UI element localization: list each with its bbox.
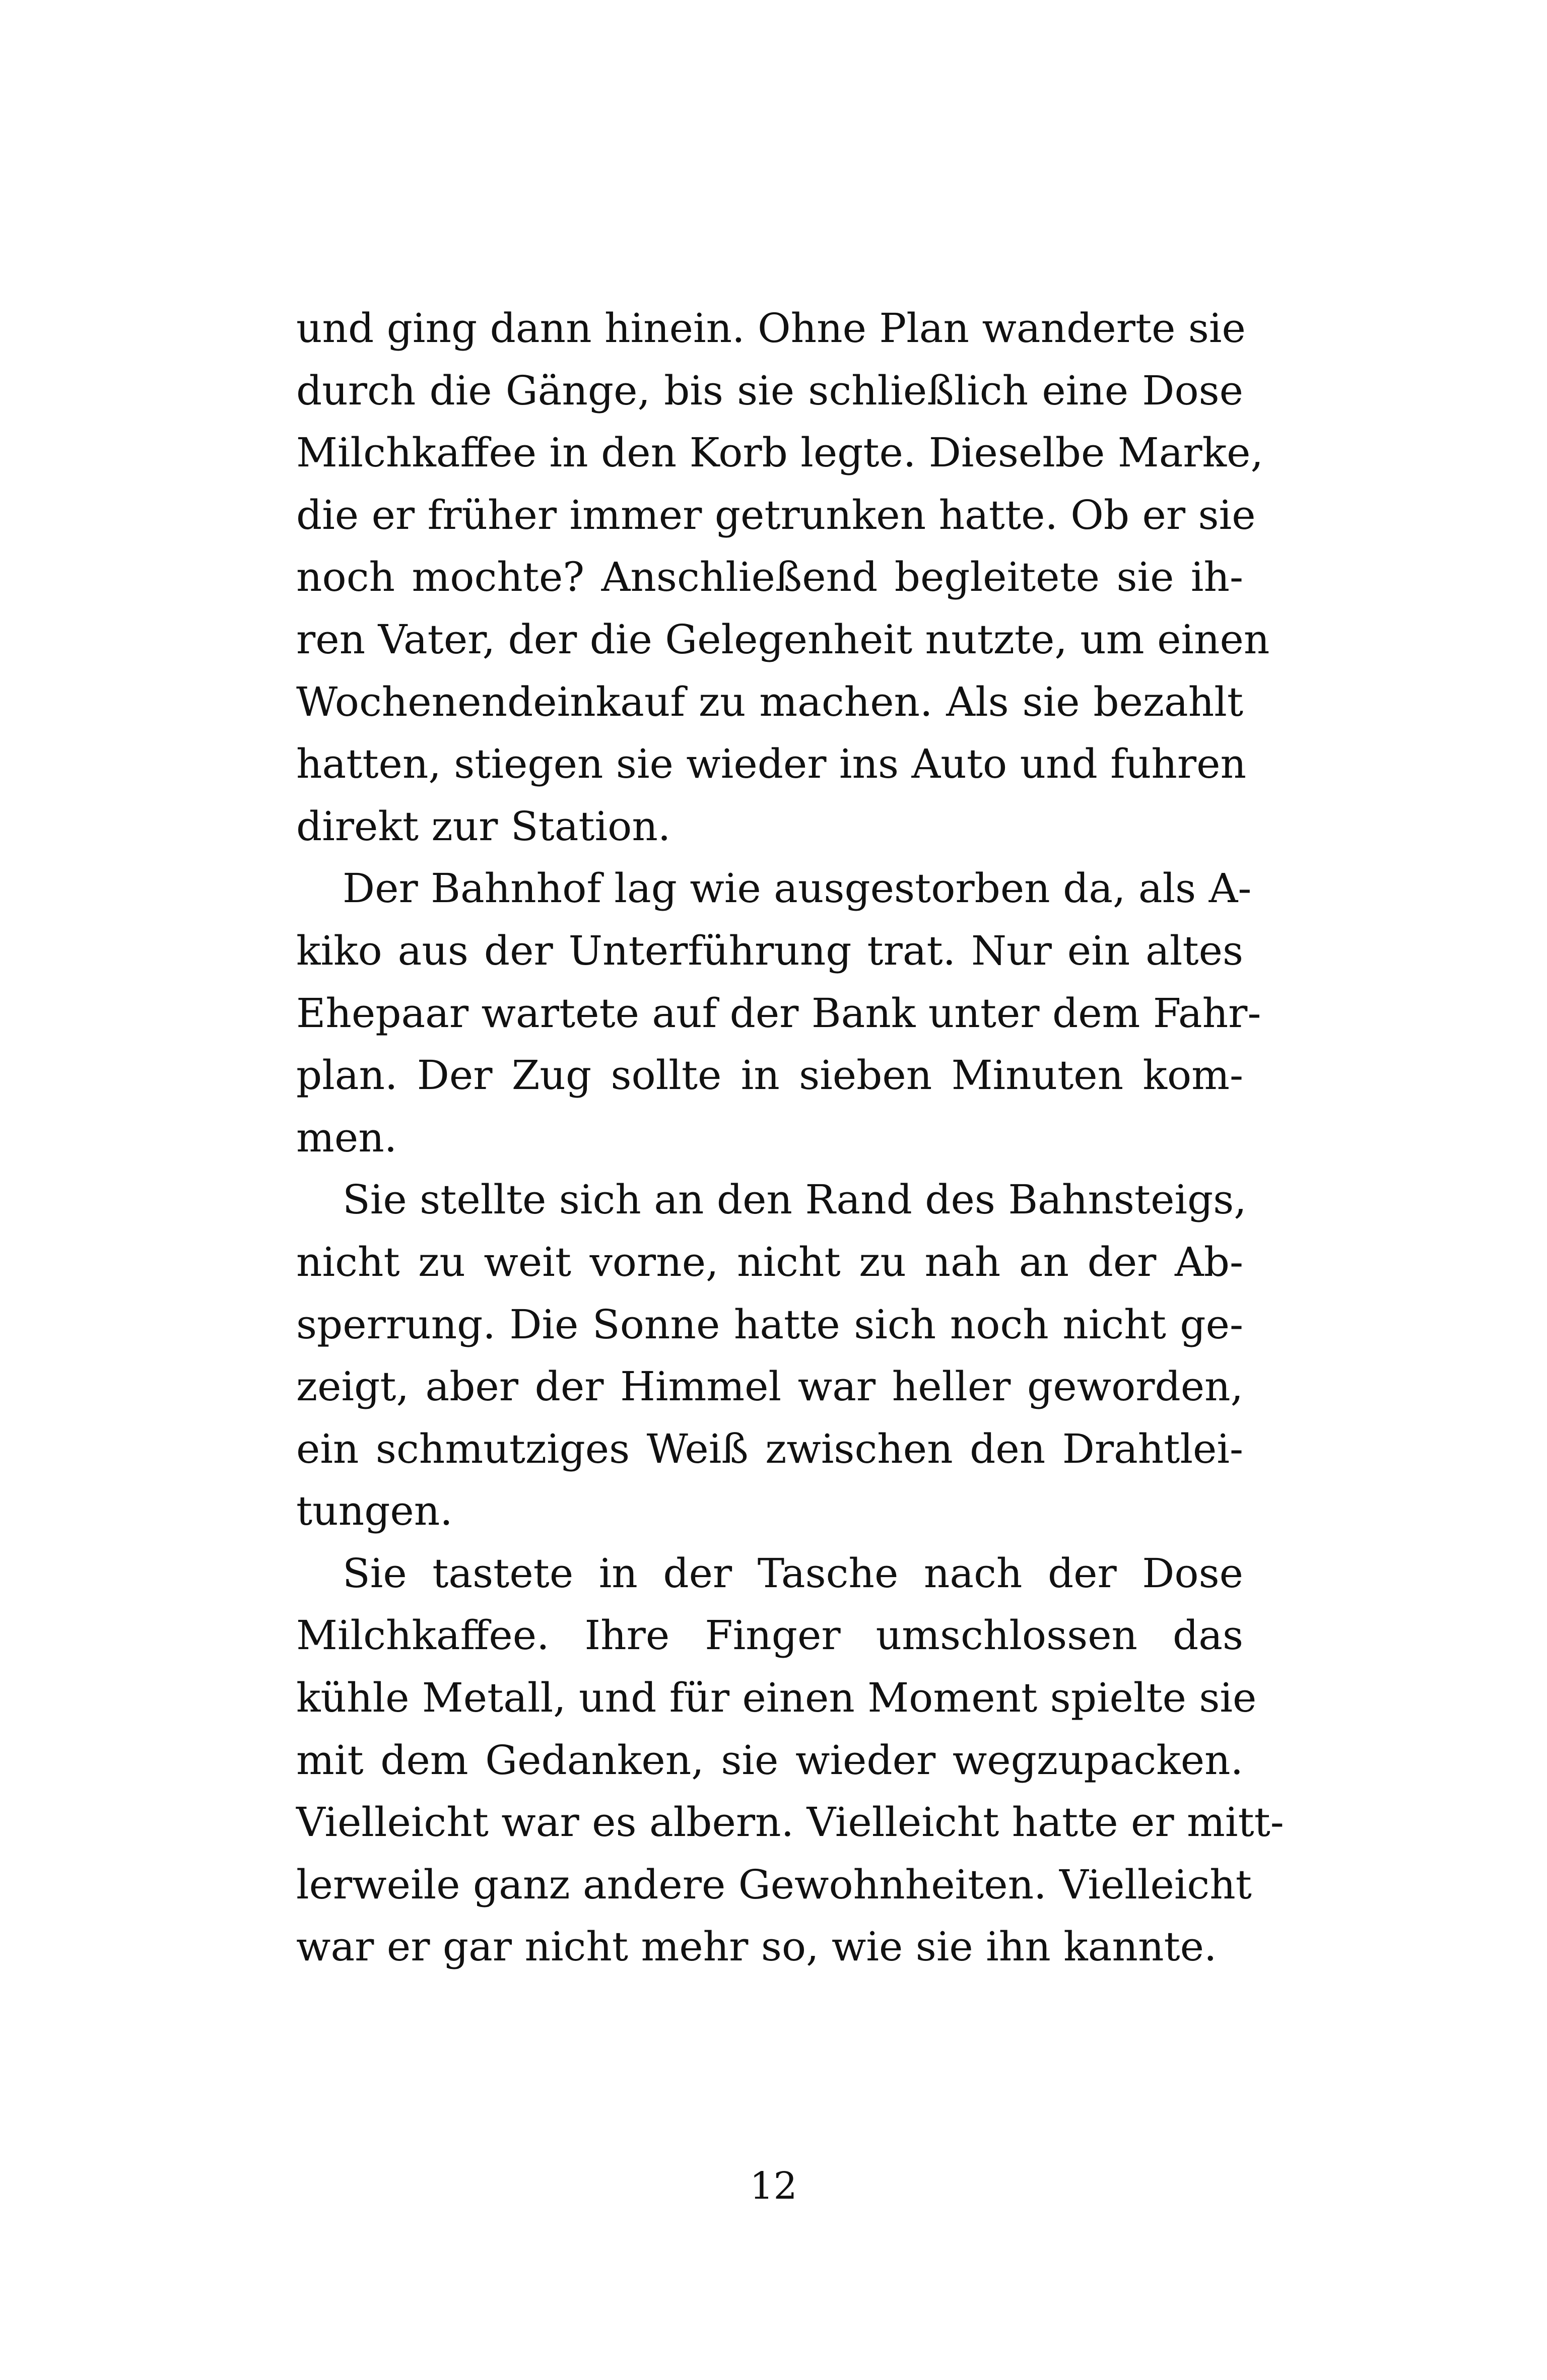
text-line: men. <box>296 1114 397 1161</box>
text-line: Der Bahnhof lag wie ausgestorben da, als A- <box>343 865 1252 912</box>
text-line: Milchkaffee. Ihre Finger umschlossen das <box>296 1612 1243 1659</box>
text-line: zeigt, aber der Himmel war heller geworden, <box>296 1363 1243 1410</box>
text-line: nicht zu weit vorne, nicht zu nah an der Ab- <box>296 1238 1243 1285</box>
text-line: ren Vater, der die Gelegenheit nutzte, um einen <box>296 616 1270 663</box>
text-line: kiko aus der Unterführung trat. Nur ein altes <box>296 927 1243 974</box>
text-line: Sie tastete in der Tasche nach der Dose <box>343 1549 1243 1597</box>
text-line: mit dem Gedanken, sie wieder wegzupacken. <box>296 1736 1243 1784</box>
text-line: durch die Gänge, bis sie schließlich eine Dose <box>296 367 1243 414</box>
text-line: direkt zur Station. <box>296 802 671 850</box>
text-line: sperrung. Die Sonne hatte sich noch nicht ge- <box>296 1301 1243 1348</box>
text-line: Vielleicht war es albern. Vielleicht hatte er mitt- <box>296 1799 1284 1846</box>
text-line: Milchkaffee in den Korb legte. Dieselbe Marke, <box>296 429 1263 477</box>
text-line: die er früher immer getrunken hatte. Ob er sie <box>296 491 1256 538</box>
text-line: plan. Der Zug sollte in sieben Minuten kom- <box>296 1052 1243 1099</box>
text-line: tungen. <box>296 1487 453 1535</box>
text-line: kühle Metall, und für einen Moment spielte sie <box>296 1674 1257 1722</box>
text-line: Ehepaar wartete auf der Bank unter dem Fahr- <box>296 989 1261 1037</box>
text-line: lerweile ganz andere Gewohnheiten. Vielleicht <box>296 1861 1252 1908</box>
body-text <box>296 297 1284 1978</box>
text-line: Wochenendeinkauf zu machen. Als sie bezahlt <box>296 678 1243 725</box>
text-line: war er gar nicht mehr so, wie sie ihn kannte. <box>296 1923 1217 1970</box>
page-number: 12 <box>750 2164 797 2208</box>
text-line: ein schmutziges Weiß zwischen den Drahtlei- <box>296 1425 1243 1472</box>
text-line: Sie stellte sich an den Rand des Bahnsteigs, <box>343 1176 1247 1223</box>
text-line: hatten, stiegen sie wieder ins Auto und fuhren <box>296 740 1247 788</box>
text-line: und ging dann hinein. Ohne Plan wanderte sie <box>296 305 1246 352</box>
text-line: noch mochte? Anschließend begleitete sie ih- <box>296 554 1243 601</box>
